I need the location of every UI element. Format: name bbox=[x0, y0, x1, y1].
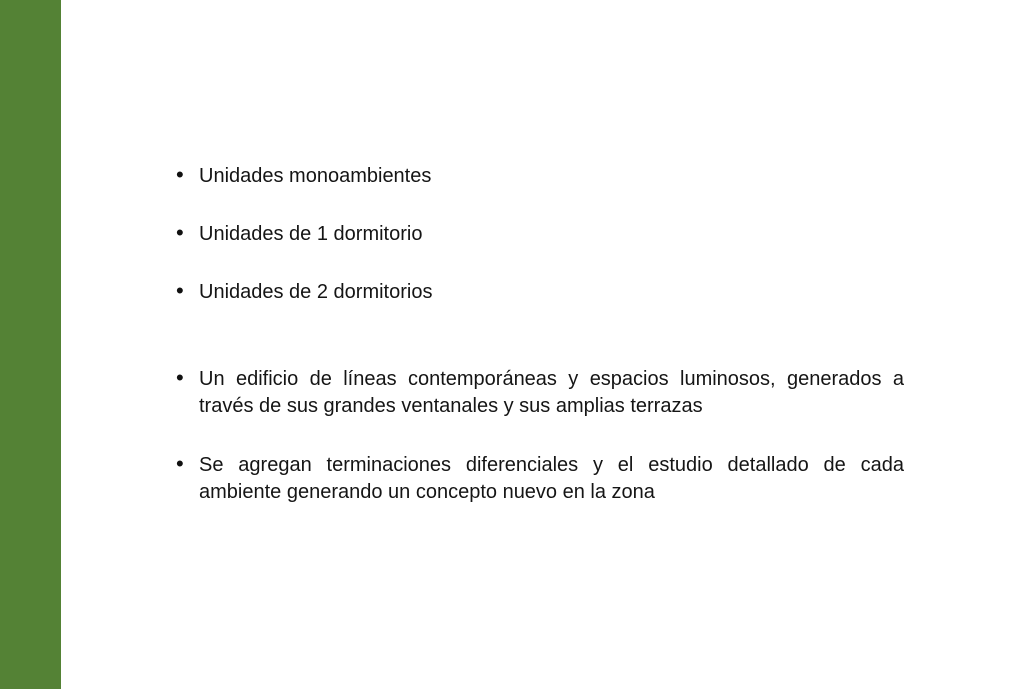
bullet-item-1-dormitorio bbox=[176, 221, 904, 248]
bullet-icon: • bbox=[176, 365, 184, 390]
bullet-text: Se agregan terminaciones diferenciales y el estudio detallado de cada ambiente generando un concepto nuevo en la zona bbox=[199, 454, 904, 503]
bullet-item-monoambientes bbox=[176, 163, 904, 190]
bullet-text: Un edificio de líneas contemporáneas y espacios luminosos, generados a través de sus grandes ventanales y sus amplias terrazas bbox=[199, 368, 904, 417]
bullet-icon: • bbox=[176, 162, 184, 187]
bullet-text: Unidades de 2 dormitorios bbox=[199, 281, 433, 303]
bullet-icon: • bbox=[176, 278, 184, 303]
bullet-item-terminaciones bbox=[176, 452, 904, 506]
bullet-text: Unidades de 1 dormitorio bbox=[199, 223, 423, 245]
bullet-text: Unidades monoambientes bbox=[199, 165, 432, 187]
bullet-item-2-dormitorios bbox=[176, 279, 904, 306]
bullet-icon: • bbox=[176, 220, 184, 245]
left-accent-bar bbox=[0, 0, 61, 689]
bullet-icon: • bbox=[176, 451, 184, 476]
bullet-item-edificio bbox=[176, 366, 904, 420]
